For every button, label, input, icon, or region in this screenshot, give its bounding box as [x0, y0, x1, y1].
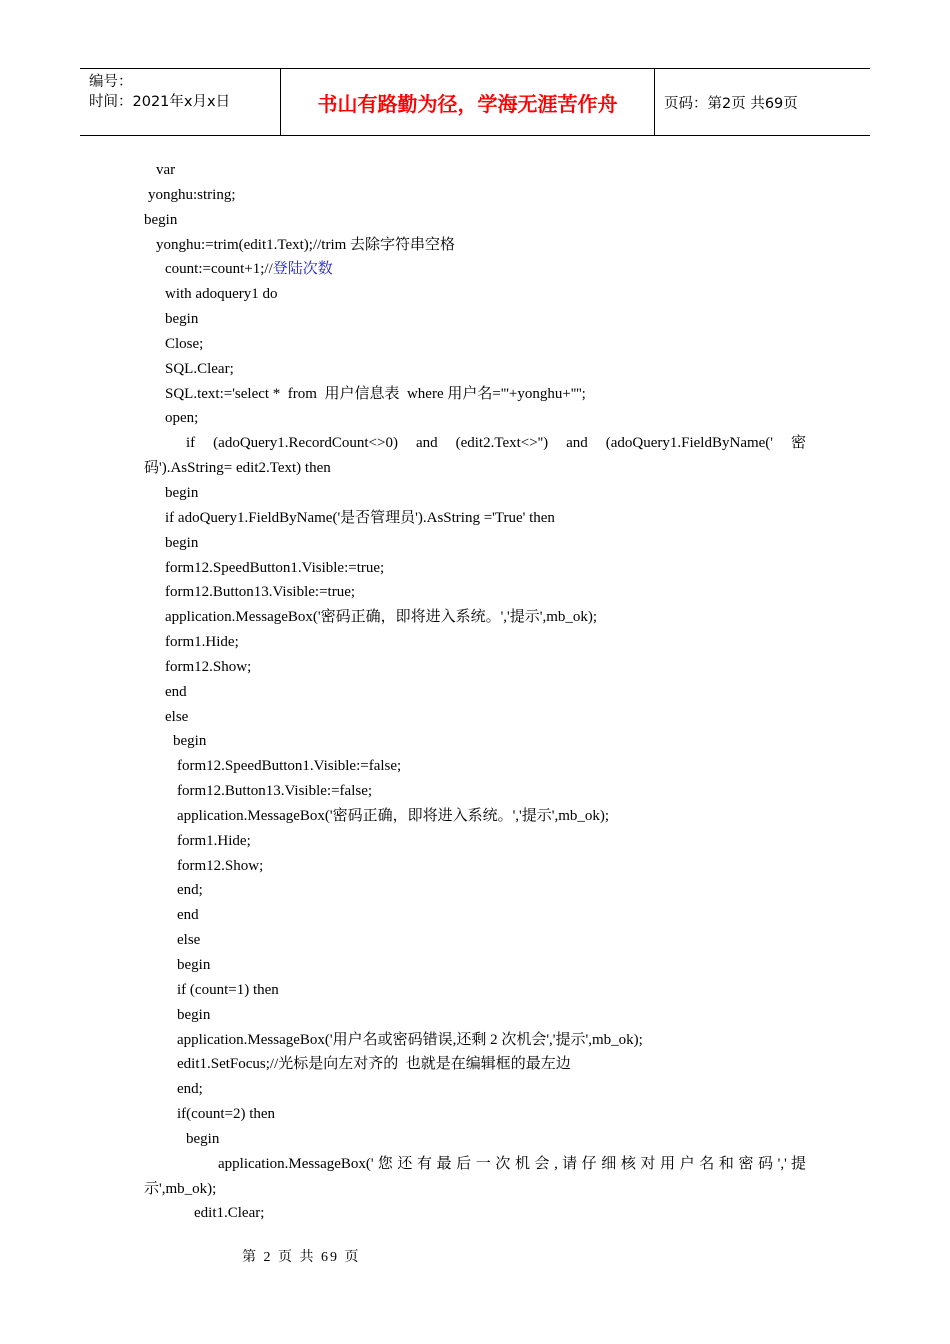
code-line — [0, 680, 950, 705]
code-line — [0, 481, 950, 506]
code-line — [0, 804, 950, 829]
code-text: begin — [177, 1006, 211, 1023]
code-text: open; — [165, 410, 199, 427]
code-line — [0, 1201, 950, 1226]
code-line — [0, 158, 950, 183]
code-text: Close; — [165, 335, 204, 352]
code-line — [0, 556, 950, 581]
code-text: end — [165, 683, 187, 700]
code-line — [0, 233, 950, 258]
code-line — [0, 630, 950, 655]
code-text: with adoquery1 do — [165, 286, 278, 303]
code-line — [0, 580, 950, 605]
code-line — [0, 431, 806, 456]
time-label: 时间：2021年x月x日 — [89, 94, 231, 110]
code-line — [0, 854, 950, 879]
code-line — [0, 406, 950, 431]
code-text: begin — [165, 534, 199, 551]
code-text: 码').AsString= edit2.Text) then — [144, 460, 331, 477]
code-text: form12.SpeedButton1.Visible:=true; — [165, 559, 385, 576]
code-line — [0, 729, 950, 754]
code-text: begin — [173, 733, 207, 750]
code-text: SQL.Clear; — [165, 360, 234, 377]
code-text: yonghu:string; — [148, 186, 236, 203]
code-text: if (count=1) then — [177, 981, 279, 998]
code-line — [0, 779, 950, 804]
code-line — [0, 282, 950, 307]
code-text: application.MessageBox('密码正确，即将进入系统。','提示',mb_ok); — [177, 807, 610, 824]
page-footer — [0, 1246, 950, 1266]
code-line — [0, 754, 950, 779]
code-line — [0, 307, 950, 332]
code-text: application.MessageBox('用户名或密码错误,还剩 2 次机会','提示',mb_ok); — [177, 1031, 643, 1048]
code-text: if adoQuery1.FieldByName('是否管理员').AsString ='True' then — [165, 509, 555, 526]
code-text: if (adoQuery1.RecordCount<>0) and (edit2.Text<>'') and (adoQuery1.FieldByName(' 密 — [186, 435, 806, 452]
code-text: edit1.Clear; — [194, 1205, 265, 1222]
code-line — [0, 357, 950, 382]
code-listing — [0, 158, 950, 1226]
code-text: end — [177, 907, 199, 924]
code-text: begin — [144, 211, 178, 228]
code-line — [0, 332, 950, 357]
code-text: var — [156, 162, 176, 178]
code-text: if(count=2) then — [177, 1106, 276, 1123]
code-text: form12.SpeedButton1.Visible:=false; — [177, 758, 402, 775]
code-line — [0, 1052, 950, 1077]
code-line — [0, 456, 950, 481]
code-text: form1.Hide; — [165, 634, 239, 651]
code-line — [0, 903, 950, 928]
code-text: begin — [177, 957, 211, 973]
code-line — [0, 878, 950, 903]
code-text: end; — [177, 882, 203, 899]
code-text: form12.Button13.Visible:=false; — [177, 783, 373, 800]
code-line — [0, 1077, 950, 1102]
code-comment-highlight: 登陆次数 — [272, 261, 333, 278]
code-text: 示',mb_ok); — [144, 1180, 217, 1197]
code-line — [0, 705, 950, 730]
code-text: form1.Hide; — [177, 832, 251, 849]
code-text: form12.Button13.Visible:=true; — [165, 584, 356, 601]
code-line — [0, 1102, 950, 1127]
code-line — [0, 928, 950, 953]
code-line — [0, 257, 950, 282]
code-text: begin — [186, 1130, 220, 1147]
code-text: else — [165, 708, 189, 725]
code-text: count:=count+1;// — [165, 261, 273, 278]
code-line — [0, 829, 950, 854]
code-text: else — [177, 932, 201, 949]
code-text: form12.Show; — [165, 658, 252, 675]
code-text: begin — [165, 311, 199, 328]
code-text: application.MessageBox(' 您 还 有 最 后 一 次 机 会 , 请 仔 细 核 对 用 户 名 和 密 码 ',' 提 — [218, 1155, 806, 1172]
code-line — [0, 1177, 950, 1202]
code-line — [0, 531, 950, 556]
code-text: application.MessageBox('密码正确，即将进入系统。','提示',mb_ok); — [165, 609, 598, 626]
header-motto: 书山有路勤为径，学海无涯苦作舟 — [281, 69, 655, 135]
code-text: yonghu:=trim(edit1.Text);//trim 去除字符串空格 — [156, 236, 456, 253]
code-text: SQL.text:='select * from 用户信息表 where 用户名='''+yonghu+''''; — [165, 385, 586, 402]
code-line — [0, 1003, 950, 1028]
header-page-info: 页码：第2页 共69页 — [664, 95, 798, 112]
code-text: edit1.SetFocus;//光标是向左对齐的 也就是在编辑框的最左边 — [177, 1056, 571, 1073]
footer-page-number: 第 2 页 共 69 页 — [242, 1250, 361, 1265]
code-text: end; — [177, 1081, 203, 1098]
code-line — [0, 1127, 950, 1152]
code-line — [0, 978, 950, 1003]
code-line — [0, 605, 950, 630]
code-line — [0, 655, 950, 680]
code-line — [0, 506, 950, 531]
page-header — [80, 68, 870, 136]
code-text: form12.Show; — [177, 857, 264, 874]
code-line — [0, 183, 950, 208]
code-line — [0, 208, 950, 233]
code-line — [0, 953, 950, 978]
code-line — [0, 1028, 950, 1053]
header-meta — [80, 69, 281, 135]
code-line — [0, 1152, 806, 1177]
number-label: 编号： — [89, 74, 133, 90]
code-text: begin — [165, 484, 199, 501]
code-line — [0, 382, 950, 407]
